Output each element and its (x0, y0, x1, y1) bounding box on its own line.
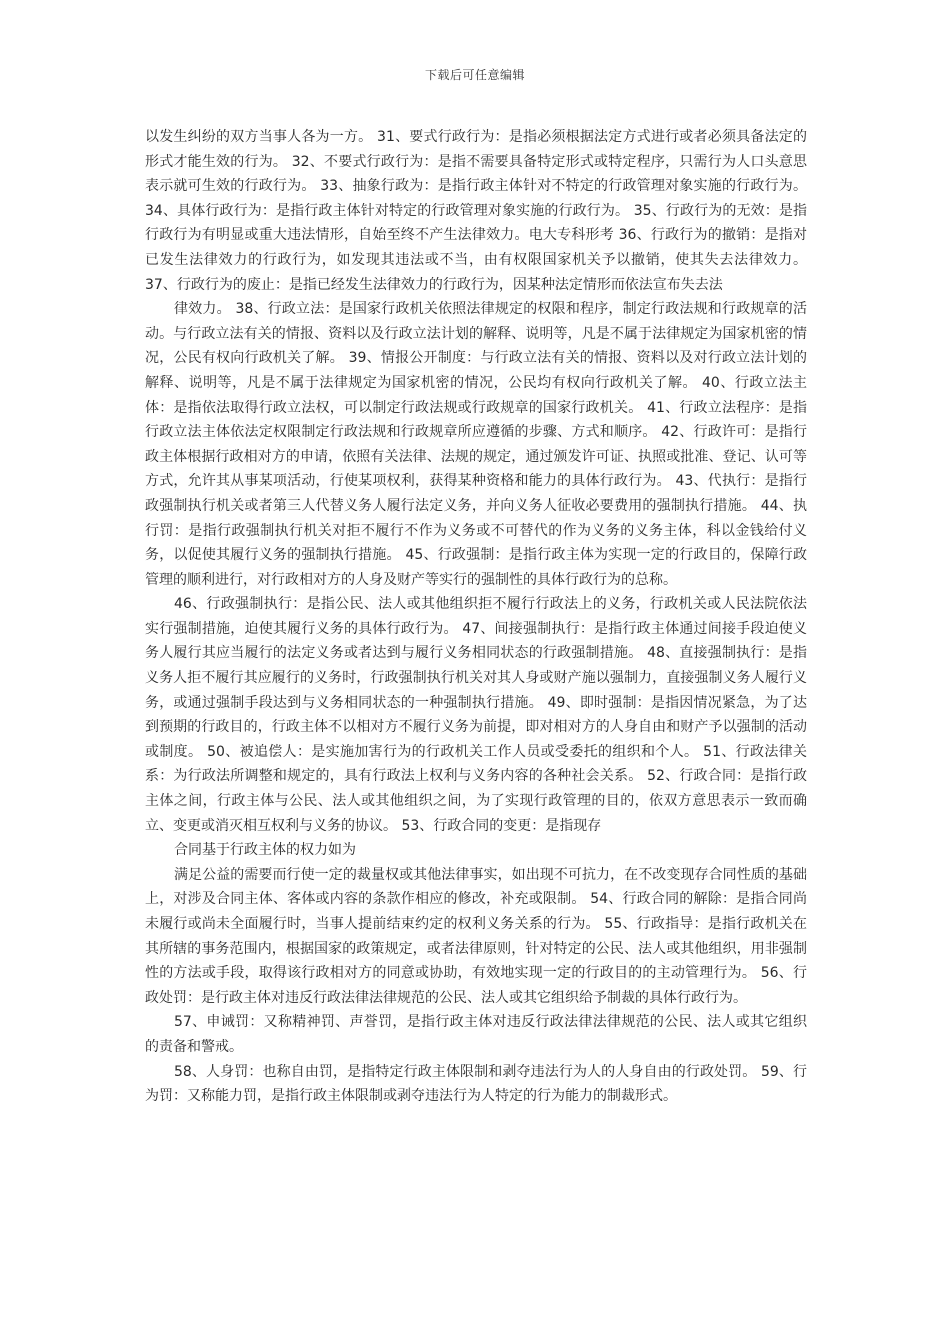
paragraph: 满足公益的需要而行使一定的裁量权或其他法律事实，如出现不可抗力，在不改变现存合同性质的基础上，对涉及合同主体、客体或内容的条款作相应的修改，补充或限制。 54、行政合同的解除：是指合同尚未履行或尚未全面履行时，当事人提前结束约定的权利义务关系的行为。 55、行政指导：是指行政机关在其所辖的事务范围内，根据国家的政策规定，或者法律原则，针对特定的公民、法人或其他组织，用非强制性的方法或手段，取得该行政相对方的同意或协助，有效地实现一定的行政目的的主动管理行为。 56、行政处罚：是行政主体对违反行政法律法律规范的公民、法人或其它组织给予制裁的具体行政行为。 (145, 866, 807, 1006)
document-body (145, 125, 807, 1109)
paragraph: 合同基于行政主体的权力如为 (174, 842, 356, 859)
paragraph: 58、人身罚：也称自由罚，是指特定行政主体限制和剥夺违法行为人的人身自由的行政处罚。 59、行为罚：又称能力罚，是指行政主体限制或剥夺违法行为人特定的行为能力的制裁形式。 (145, 1063, 807, 1105)
paragraph: 57、申诫罚：又称精神罚、声誉罚，是指行政主体对违反行政法律法律规范的公民、法人或其它组织的责备和警戒。 (145, 1014, 807, 1055)
paragraph: 46、行政强制执行：是指公民、法人或其他组织拒不履行行政法上的义务，行政机关或人民法院依法实行强制措施，迫使其履行义务的具体行政行为。 47、间接强制执行：是指行政主体通过间接手段迫使义务人履行其应当履行的法定义务或者达到与履行义务相同状态的行政强制措施。 48、直接强制执行：是指义务人拒不履行其应履行的义务时，行政强制执行机关对其人身或财产施以强制力，直接强制义务人履行义务，或通过强制手段达到与义务相同状态的一种强制执行措施。 49、即时强制：是指因情况紧急，为了达到预期的行政目的，行政主体不以相对方不履行义务为前提，即对相对方的人身自由和财产予以强制的活动或制度。 50、被追偿人：是实施加害行为的行政机关工作人员或受委托的组织和个人。 51、行政法律关系：为行政法所调整和规定的，具有行政法上权利与义务内容的各种社会关系。 52、行政合同：是指行政主体之间，行政主体与公民、法人或其他组织之间，为了实现行政管理的目的，依双方意思表示一致而确立、变更或消灭相互权利与义务的协议。 53、行政合同的变更：是指现存 (145, 596, 807, 834)
paragraph: 律效力。 38、行政立法：是国家行政机关依照法律规定的权限和程序，制定行政法规和行政规章的活动。与行政立法有关的情报、资料以及行政立法计划的解释、说明等，凡是不属于法律规定为国家机密的情况，公民有权向行政机关了解。 39、情报公开制度：与行政立法有关的情报、资料以及对行政立法计划的解释、说明等，凡是不属于法律规定为国家机密的情况，公民均有权向行政机关了解。 40、行政立法主体：是指依法取得行政立法权，可以制定行政法规或行政规章的国家行政机关。 41、行政立法程序：是指行政立法主体依法定权限制定行政法规和行政规章所应遵循的步骤、方式和顺序。 42、行政许可：是指行政主体根据行政相对方的申请，依照有关法律、法规的规定，通过颁发许可证、执照或批准、登记、认可等方式，允许其从事某项活动，行使某项权利，获得某种资格和能力的具体行政行为。 43、代执行：是指行政强制执行机关或者第三人代替义务人履行法定义务，并向义务人征收必要费用的强制执行措施。 44、执行罚：是指行政强制执行机关对拒不履行不作为义务或不可替代的作为义务的义务主体，科以金钱给付义务，以促使其履行义务的强制执行措施。 45、行政强制：是指行政主体为实现一定的行政目的，保障行政管理的顺利进行，对行政相对方的人身及财产等实行的强制性的具体行政行为的总称。 (145, 301, 807, 588)
page-header: 下载后可任意编辑 (424, 68, 525, 82)
paragraph: 以发生纠纷的双方当事人各为一方。 31、要式行政行为：是指必须根据法定方式进行或者必须具备法定的形式才能生效的行为。 32、不要式行政行为：是指不需要具备特定形式或特定程序，只需行为人口头意思表示就可生效的行政行为。 33、抽象行政为：是指行政主体针对不特定的行政管理对象实施的行政行为。 34、具体行政行为：是指行政主体针对特定的行政管理对象实施的行政行为。 35、行政行为的无效：是指行政行为有明显或重大违法情形，自始至终不产生法律效力。电大专科形考 36、行政行为的撤销：是指对已发生法律效力的行政行为，如发现其违法或不当，由有权限国家机关予以撤销，使其失去法律效力。 37、行政行为的废止：是指已经发生法律效力的行政行为，因某种法定情形而依法宣布失去法 (145, 129, 807, 293)
